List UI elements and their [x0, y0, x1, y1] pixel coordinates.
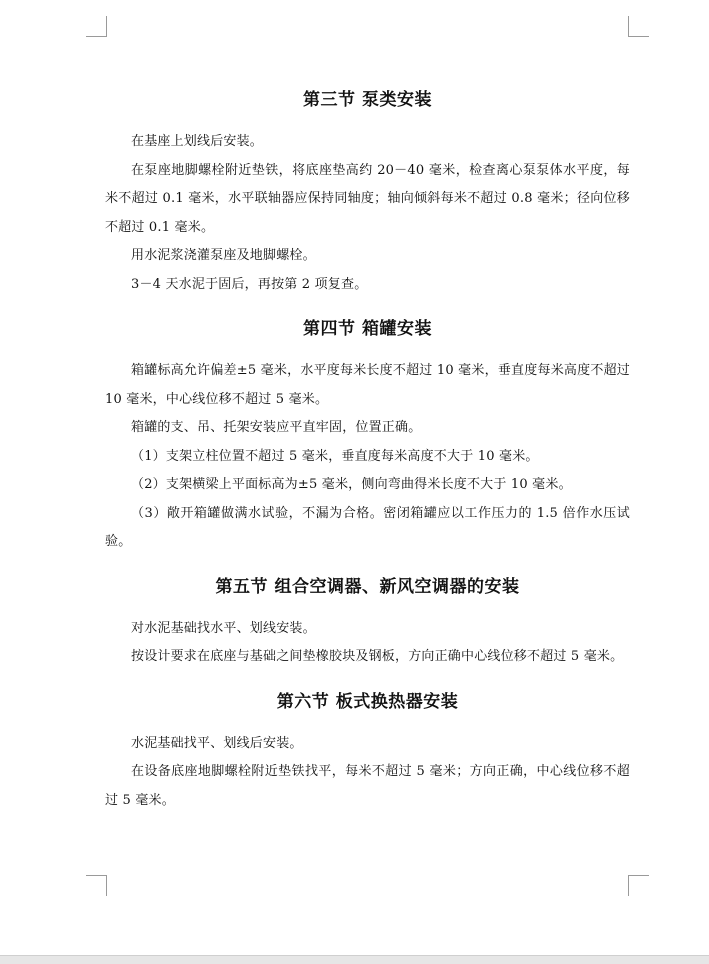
- section-heading-tanks: 第四节 箱罐安装: [303, 319, 432, 339]
- paragraph: 在基座上划线后安装。: [131, 134, 264, 149]
- section-heading-plate-heat-exchanger: 第六节 板式换热器安装: [276, 691, 459, 712]
- document-body: [105, 84, 630, 815]
- paragraph: 对水泥基础找水平、划线安装。: [131, 620, 316, 636]
- paragraph: 在泵座地脚螺栓附近垫铁，将底座垫高约 20－40 毫米，检查离心泵泵体水平度，每米不超过 0.1 毫米，水平联轴器应保持同轴度；轴向倾斜每米不超过 0.8 毫米；径向位移不超过 0.1 毫米。: [105, 162, 630, 235]
- paragraph: 箱罐标高允许偏差±5 毫米，水平度每米长度不超过 10 毫米，垂直度每米高度不超过 10 毫米，中心线位移不超过 5 毫米。: [105, 363, 630, 407]
- paragraph: 3－4 天水泥于固后，再按第 2 项复查。: [131, 276, 368, 292]
- page-corner-mark-bottom-right: [628, 875, 649, 896]
- paragraph: （3）敞开箱罐做满水试验，不漏为合格。密闭箱罐应以工作压力的 1.5 倍作水压试验。: [105, 505, 630, 549]
- section-heading-air-handlers: 第五节 组合空调器、新风空调器的安装: [215, 576, 520, 597]
- section-heading-pumps: 第三节 泵类安装: [303, 90, 432, 110]
- paragraph: 在设备底座地脚螺栓附近垫铁找平，每米不超过 5 毫米；方向正确，中心线位移不超过 5 毫米。: [105, 764, 630, 808]
- paragraph: 按设计要求在底座与基础之间垫橡胶块及钢板，方向正确中心线位移不超过 5 毫米。: [131, 649, 624, 664]
- paragraph: 水泥基础找平、划线后安装。: [131, 735, 303, 751]
- page-corner-mark-bottom-left: [86, 875, 107, 896]
- paragraph: （1）支架立柱位置不超过 5 毫米，垂直度每米高度不大于 10 毫米。: [131, 448, 539, 464]
- paragraph: 箱罐的支、吊、托架安装应平直牢固，位置正确。: [131, 420, 422, 435]
- paragraph: （2）支架横梁上平面标高为±5 毫米，侧向弯曲得米长度不大于 10 毫米。: [131, 477, 572, 492]
- page-corner-mark-top-left: [86, 16, 107, 37]
- page-corner-mark-top-right: [628, 16, 649, 37]
- paragraph: 用水泥浆浇灌泵座及地脚螺栓。: [131, 248, 316, 263]
